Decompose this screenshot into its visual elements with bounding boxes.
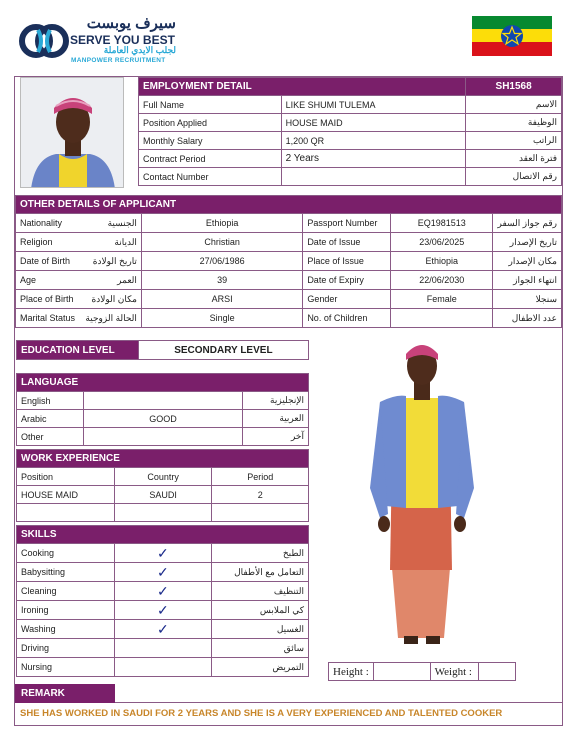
detail-value: Single	[141, 309, 302, 328]
detail-label-arabic: مكان الولادة	[81, 290, 141, 309]
field-label-arabic: الراتب	[466, 132, 562, 150]
employment-row	[139, 150, 562, 168]
field-label-arabic: الاسم	[466, 96, 562, 114]
detail-label-arabic: عدد الاطفال	[493, 309, 562, 328]
detail-value: 39	[141, 271, 302, 290]
field-label-arabic: رقم الاتصال	[466, 168, 562, 186]
logo-arabic-sub: لجلب الايدي العاملة	[103, 45, 176, 55]
detail-value	[391, 309, 493, 328]
work-country: SAUDI	[114, 486, 212, 504]
skill-row	[17, 544, 309, 563]
language-row	[17, 410, 309, 428]
field-label-arabic: الوظيفة	[466, 114, 562, 132]
detail-label: Place of Birth	[16, 290, 82, 309]
detail-label-arabic: مكان الإصدار	[493, 252, 562, 271]
column-header: Period	[212, 468, 309, 486]
detail-label-arabic: الديانة	[81, 233, 141, 252]
detail-value: Ethiopia	[141, 214, 302, 233]
column-header: Country	[114, 468, 212, 486]
work-position: HOUSE MAID	[17, 486, 115, 504]
skill-name-arabic: التعامل مع الأطفال	[212, 563, 309, 582]
logo-arabic-text: سيرف يوبست	[86, 15, 176, 32]
field-label: Monthly Salary	[139, 132, 282, 150]
full-body-image	[340, 338, 505, 660]
language-title: LANGUAGE	[17, 374, 309, 392]
detail-label-arabic: رقم جواز السفر	[493, 214, 562, 233]
skill-row	[17, 639, 309, 658]
skill-row	[17, 563, 309, 582]
field-label: Full Name	[139, 96, 282, 114]
remark-text: SHE HAS WORKED IN SAUDI FOR 2 YEARS AND SHE IS A VERY EXPERIENCED AND TALENTED COOKER	[20, 708, 503, 719]
employment-detail-title: EMPLOYMENT DETAIL	[139, 78, 466, 96]
field-value: LIKE SHUMI TULEMA	[281, 96, 466, 114]
details-row	[16, 309, 562, 328]
skill-name: Washing	[17, 620, 115, 639]
skill-name-arabic: كي الملابس	[212, 601, 309, 620]
remark-divider	[115, 702, 562, 703]
employment-row	[139, 132, 562, 150]
detail-label-arabic: العمر	[81, 271, 141, 290]
weight-label: Weight :	[430, 663, 478, 681]
field-value: HOUSE MAID	[281, 114, 466, 132]
skill-row	[17, 601, 309, 620]
language-level	[83, 392, 242, 410]
education-level	[16, 340, 309, 360]
skill-name: Driving	[17, 639, 115, 658]
detail-label: Passport Number	[303, 214, 391, 233]
applicant-photo	[20, 77, 124, 188]
detail-label-arabic: انتهاء الجواز	[493, 271, 562, 290]
detail-value: Christian	[141, 233, 302, 252]
skill-name: Cooking	[17, 544, 115, 563]
language-table	[16, 373, 309, 446]
language-name: Arabic	[17, 410, 84, 428]
detail-label-arabic: الحالة الزوجية	[81, 309, 141, 328]
field-value: 1,200 QR	[281, 132, 466, 150]
checkmark-icon: ✓	[114, 563, 211, 582]
other-details-table	[15, 195, 562, 328]
field-label-arabic: فترة العقد	[466, 150, 562, 168]
language-name-arabic: آخر	[243, 428, 309, 446]
education-label: EDUCATION LEVEL	[17, 341, 139, 360]
skill-check-empty	[114, 658, 211, 677]
skill-name-arabic: سائق	[212, 639, 309, 658]
work-row	[17, 486, 309, 504]
height-label: Height :	[329, 663, 374, 681]
employment-row	[139, 96, 562, 114]
detail-value: 23/06/2025	[391, 233, 493, 252]
detail-value: Ethiopia	[391, 252, 493, 271]
reference-number: SH1568	[466, 78, 562, 96]
work-experience-table	[16, 449, 309, 522]
ethiopia-flag	[472, 16, 552, 56]
skill-row	[17, 658, 309, 677]
skill-name-arabic: الغسيل	[212, 620, 309, 639]
detail-label-arabic: سنجلا	[493, 290, 562, 309]
detail-label: Place of Issue	[303, 252, 391, 271]
detail-label: Gender	[303, 290, 391, 309]
language-level	[83, 428, 242, 446]
details-row	[16, 252, 562, 271]
skills-title: SKILLS	[17, 526, 309, 544]
remark-label: REMARK	[15, 684, 115, 703]
skill-name-arabic: التنظيف	[212, 582, 309, 601]
employment-detail-table	[138, 77, 562, 186]
checkmark-icon: ✓	[114, 544, 211, 563]
detail-label-arabic: تاريخ الولادة	[81, 252, 141, 271]
details-row	[16, 290, 562, 309]
field-value: 2 Years	[281, 150, 466, 168]
field-value	[281, 168, 466, 186]
language-name-arabic: العربية	[243, 410, 309, 428]
language-name: English	[17, 392, 84, 410]
language-row	[17, 392, 309, 410]
language-level: GOOD	[83, 410, 242, 428]
detail-label: Date of Issue	[303, 233, 391, 252]
field-label: Contact Number	[139, 168, 282, 186]
skill-name-arabic: التمريض	[212, 658, 309, 677]
detail-value: Female	[391, 290, 493, 309]
detail-label-arabic: تاريخ الإصدار	[493, 233, 562, 252]
skill-name: Cleaning	[17, 582, 115, 601]
full-body-photo	[340, 338, 505, 660]
skill-check-empty	[114, 639, 211, 658]
flag-icon	[472, 16, 552, 56]
checkmark-icon: ✓	[114, 620, 211, 639]
employment-row	[139, 114, 562, 132]
details-row	[16, 214, 562, 233]
skill-row	[17, 582, 309, 601]
employment-row	[139, 168, 562, 186]
checkmark-icon: ✓	[114, 582, 211, 601]
details-row	[16, 233, 562, 252]
logo-subtitle: MANPOWER RECRUITMENT	[71, 57, 166, 64]
detail-value: 27/06/1986	[141, 252, 302, 271]
education-value: SECONDARY LEVEL	[138, 341, 308, 360]
company-logo	[18, 14, 178, 66]
measurements	[328, 662, 516, 681]
logo-mark-icon	[18, 18, 70, 64]
detail-label: Date of Birth	[16, 252, 82, 271]
logo-name: SERVE YOU BEST	[70, 33, 175, 47]
detail-label: Age	[16, 271, 82, 290]
work-period: 2	[212, 486, 309, 504]
weight-value	[478, 663, 515, 681]
detail-value: 22/06/2030	[391, 271, 493, 290]
language-row	[17, 428, 309, 446]
field-label: Position Applied	[139, 114, 282, 132]
skill-name: Babysitting	[17, 563, 115, 582]
detail-label-arabic: الجنسية	[81, 214, 141, 233]
detail-label: Nationality	[16, 214, 82, 233]
detail-value: ARSI	[141, 290, 302, 309]
work-header-row	[17, 468, 309, 486]
other-details-title: OTHER DETAILS OF APPLICANT	[16, 196, 562, 214]
portrait-image	[21, 78, 124, 188]
skill-row	[17, 620, 309, 639]
column-header: Position	[17, 468, 115, 486]
detail-label: No. of Children	[303, 309, 391, 328]
work-experience-title: WORK EXPERIENCE	[17, 450, 309, 468]
field-label: Contract Period	[139, 150, 282, 168]
language-name: Other	[17, 428, 84, 446]
work-row-empty	[17, 504, 309, 522]
height-value	[373, 663, 430, 681]
checkmark-icon: ✓	[114, 601, 211, 620]
language-name-arabic: الإنجليزية	[243, 392, 309, 410]
skill-name: Nursing	[17, 658, 115, 677]
detail-value: EQ1981513	[391, 214, 493, 233]
detail-label: Marital Status	[16, 309, 82, 328]
detail-label: Date of Expiry	[303, 271, 391, 290]
skills-table	[16, 525, 309, 677]
skill-name: Ironing	[17, 601, 115, 620]
details-row	[16, 271, 562, 290]
detail-label: Religion	[16, 233, 82, 252]
skill-name-arabic: الطبخ	[212, 544, 309, 563]
